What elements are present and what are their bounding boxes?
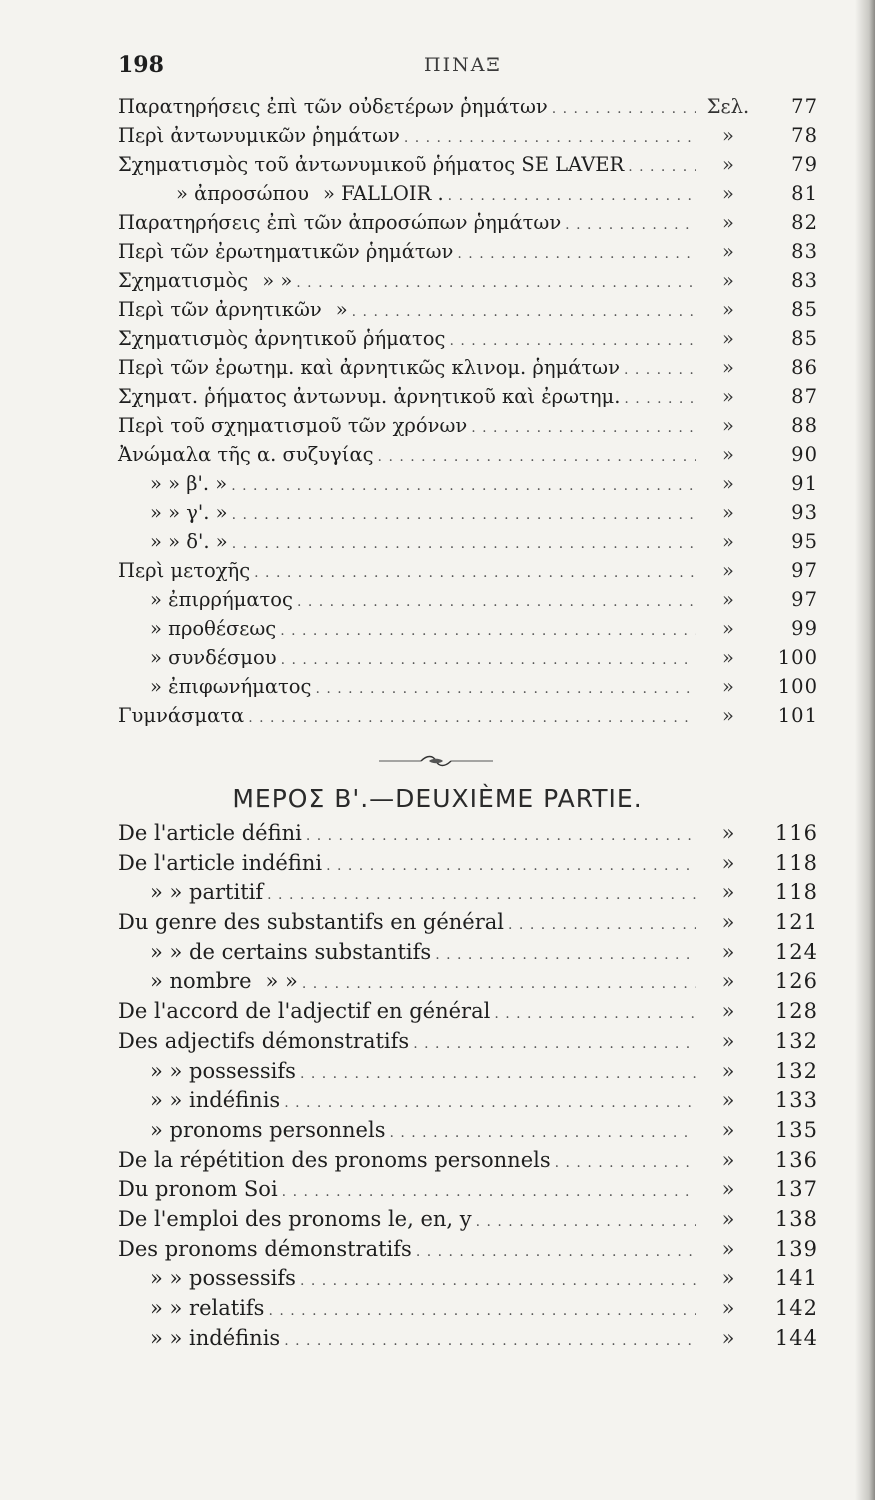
page-edge-shadow bbox=[855, 0, 875, 1500]
dot-leader bbox=[306, 828, 696, 844]
toc-part-one-entry bbox=[118, 704, 818, 733]
entry-page-number: 85 bbox=[791, 327, 818, 350]
entry-title: » pronoms personnels bbox=[150, 1117, 386, 1142]
entry-title: Du genre des substantifs en général bbox=[118, 910, 505, 935]
entry-page-mark: » bbox=[722, 617, 734, 640]
entry-page-mark: » bbox=[722, 588, 734, 611]
entry-title: » » indéfinis bbox=[150, 1325, 281, 1350]
entry-title: » ἀπροσώπου bbox=[176, 182, 309, 205]
section-divider-ornament bbox=[377, 754, 495, 768]
entry-title: De la répétition des pronoms personnels bbox=[118, 1147, 551, 1172]
dot-leader bbox=[232, 536, 696, 552]
entry-title: Γυμνάσματα bbox=[118, 704, 245, 727]
entry-title: De l'emploi des pronoms le, en, y bbox=[118, 1206, 472, 1231]
running-title: ΠΙΝΑΞ bbox=[424, 54, 502, 76]
dot-leader bbox=[448, 188, 696, 204]
entry-title: Des pronoms démonstratifs bbox=[118, 1236, 412, 1261]
entry-page-number: 132 bbox=[774, 1028, 818, 1053]
entry-page-number: 144 bbox=[774, 1325, 818, 1350]
dot-leader bbox=[296, 275, 696, 291]
entry-title: » » partitif bbox=[150, 880, 264, 905]
toc-part-one-entry bbox=[118, 472, 818, 501]
dot-leader bbox=[248, 710, 696, 726]
dot-leader bbox=[449, 333, 696, 349]
toc-part-one-entry bbox=[118, 443, 818, 472]
dot-leader bbox=[232, 507, 696, 523]
entry-page-mark: » bbox=[721, 969, 735, 994]
entry-page-mark: » bbox=[722, 501, 734, 524]
dot-leader bbox=[624, 391, 696, 407]
entry-page-number: 137 bbox=[774, 1177, 818, 1202]
page-header bbox=[118, 52, 818, 82]
toc-part-two-entry bbox=[118, 999, 818, 1029]
page-number: 198 bbox=[118, 52, 164, 78]
entry-title: Περὶ τῶν ἐρωτηματικῶν ῥημάτων bbox=[118, 240, 454, 263]
entry-ditto-marks: » » bbox=[265, 969, 298, 994]
dot-leader bbox=[378, 449, 696, 465]
toc-part-one-entry bbox=[118, 356, 818, 385]
entry-page-number: 87 bbox=[791, 385, 818, 408]
entry-page-number: 142 bbox=[774, 1296, 818, 1320]
toc-part-two-entry bbox=[118, 1088, 818, 1118]
toc-part-two-entry bbox=[118, 1207, 818, 1237]
entry-page-number: 91 bbox=[791, 472, 818, 495]
toc-part-two-entry bbox=[118, 940, 818, 970]
entry-page-mark: » bbox=[722, 298, 734, 321]
entry-title: Ἀνώμαλα τῆς α. συζυγίας bbox=[118, 443, 374, 466]
entry-page-mark: » bbox=[721, 821, 735, 845]
entry-page-mark: » bbox=[722, 356, 734, 379]
entry-page-mark: » bbox=[721, 910, 735, 935]
entry-title: » » β'. » bbox=[150, 472, 228, 495]
entry-page-mark: » bbox=[722, 443, 734, 466]
entry-page-mark: » bbox=[721, 1088, 735, 1113]
dot-leader bbox=[297, 594, 696, 610]
toc-part-two-entry bbox=[118, 1059, 818, 1089]
entry-title: Σχηματισμὸς ἀρνητικοῦ ῥήματος bbox=[118, 327, 446, 350]
toc-part-two-entry bbox=[118, 1029, 818, 1059]
entry-page-number: 85 bbox=[791, 298, 818, 321]
toc-part-one-entry bbox=[118, 153, 818, 182]
entry-page-mark: » bbox=[721, 880, 735, 905]
entry-title: » » de certains substantifs bbox=[150, 939, 432, 964]
entry-page-number: 121 bbox=[774, 910, 818, 935]
entry-title: De l'article défini bbox=[118, 821, 302, 845]
dot-leader bbox=[282, 1184, 696, 1200]
entry-page-mark: » bbox=[722, 414, 734, 437]
entry-page-mark: » bbox=[722, 472, 734, 495]
toc-part-one-entry bbox=[118, 617, 818, 646]
toc-part-one-entry bbox=[118, 95, 818, 124]
entry-title: De l'accord de l'adjectif en général bbox=[118, 999, 491, 1024]
entry-page-number: 100 bbox=[777, 675, 818, 698]
dot-leader bbox=[231, 478, 696, 494]
entry-page-mark: » bbox=[722, 153, 734, 176]
toc-part-two-entry bbox=[118, 821, 818, 851]
entry-title: » » γ'. » bbox=[150, 501, 228, 524]
section-title-part-two: ΜΕΡΟΣ Β'.—DEUXIÈME PARTIE. bbox=[232, 784, 643, 813]
entry-page-number: 83 bbox=[791, 240, 818, 263]
dot-leader bbox=[435, 947, 696, 963]
entry-title: Περὶ ἀντωνυμικῶν ῥημάτων bbox=[118, 124, 400, 147]
toc-part-one-entry bbox=[118, 269, 818, 298]
entry-page-mark: » bbox=[721, 1058, 735, 1083]
toc-part-two-entry bbox=[118, 910, 818, 940]
entry-page-mark: » bbox=[721, 1236, 735, 1261]
entry-page-number: 133 bbox=[774, 1088, 818, 1113]
dot-leader bbox=[389, 1125, 696, 1141]
entry-page-mark: » bbox=[721, 939, 735, 964]
entry-page-mark: » bbox=[722, 385, 734, 408]
entry-page-mark: » bbox=[722, 327, 734, 350]
entry-page-mark: » bbox=[722, 124, 734, 147]
entry-page-mark: » bbox=[722, 182, 734, 205]
entry-page-mark: » bbox=[721, 1177, 735, 1202]
dot-leader bbox=[300, 1066, 696, 1082]
entry-page-mark: Σελ. bbox=[706, 95, 750, 118]
entry-title: Περὶ τῶν ἐρωτημ. καὶ ἀρνητικῶς κλινομ. ῥημάτων bbox=[118, 356, 620, 379]
entry-page-number: 138 bbox=[774, 1206, 818, 1231]
dot-leader bbox=[281, 652, 696, 668]
dot-leader bbox=[457, 246, 696, 262]
dot-leader bbox=[416, 1244, 696, 1260]
entry-page-mark: » bbox=[722, 211, 734, 234]
entry-page-mark: » bbox=[722, 559, 734, 582]
toc-part-two-entry bbox=[118, 1296, 818, 1326]
entry-title: Περὶ τῶν ἀρνητικῶν bbox=[118, 298, 322, 321]
toc-part-one-entry bbox=[118, 501, 818, 530]
entry-page-mark: » bbox=[721, 1117, 735, 1142]
entry-title: » προθέσεως bbox=[150, 617, 277, 640]
dot-leader bbox=[476, 1214, 696, 1230]
entry-page-number: 118 bbox=[774, 850, 818, 875]
entry-page-number: 95 bbox=[791, 530, 818, 553]
entry-ditto-marks: » FALLOIR . bbox=[322, 182, 444, 205]
entry-page-number: 88 bbox=[791, 414, 818, 437]
dot-leader bbox=[284, 1333, 696, 1349]
toc-part-two bbox=[118, 821, 818, 1355]
dot-leader bbox=[302, 976, 696, 992]
entry-page-number: 139 bbox=[774, 1236, 818, 1261]
entry-title: » ἐπιφωνήματος bbox=[150, 675, 312, 698]
entry-page-mark: » bbox=[721, 1266, 735, 1291]
toc-part-two-entry bbox=[118, 851, 818, 881]
entry-page-number: 77 bbox=[791, 95, 818, 118]
dot-leader bbox=[326, 858, 696, 874]
entry-page-mark: » bbox=[721, 1147, 735, 1172]
entry-page-number: 118 bbox=[774, 880, 818, 905]
dot-leader bbox=[300, 1273, 696, 1289]
entry-page-number: 135 bbox=[774, 1117, 818, 1142]
toc-part-two-entry bbox=[118, 880, 818, 910]
dot-leader bbox=[413, 1036, 696, 1052]
entry-page-mark: » bbox=[722, 675, 734, 698]
entry-page-number: 124 bbox=[774, 939, 818, 964]
entry-page-mark: » bbox=[721, 999, 735, 1024]
entry-title: Des adjectifs démonstratifs bbox=[118, 1028, 410, 1053]
entry-title: » » relatifs bbox=[150, 1296, 265, 1320]
entry-page-number: 116 bbox=[774, 821, 818, 845]
entry-page-mark: » bbox=[721, 1325, 735, 1350]
dot-leader bbox=[628, 159, 696, 175]
entry-page-mark: » bbox=[722, 704, 734, 727]
entry-page-number: 101 bbox=[777, 704, 818, 727]
toc-part-two-entry bbox=[118, 1326, 818, 1356]
entry-page-mark: » bbox=[722, 269, 734, 292]
entry-page-number: 99 bbox=[791, 617, 818, 640]
entry-page-mark: » bbox=[722, 240, 734, 263]
dot-leader bbox=[494, 1006, 696, 1022]
dot-leader bbox=[267, 887, 696, 903]
dot-leader bbox=[268, 1303, 696, 1319]
dot-leader bbox=[624, 362, 696, 378]
entry-page-number: 81 bbox=[791, 182, 818, 205]
entry-title: » συνδέσμου bbox=[150, 646, 277, 669]
entry-page-mark: » bbox=[721, 1206, 735, 1231]
toc-part-one-entry bbox=[118, 327, 818, 356]
entry-page-number: 126 bbox=[774, 969, 818, 994]
toc-part-one bbox=[118, 95, 818, 733]
toc-part-one-entry bbox=[118, 124, 818, 153]
toc-part-one-entry bbox=[118, 646, 818, 675]
entry-page-number: 141 bbox=[774, 1266, 818, 1291]
toc-part-one-entry bbox=[118, 240, 818, 269]
entry-page-number: 100 bbox=[777, 646, 818, 669]
entry-title: » » possessifs bbox=[150, 1266, 296, 1291]
toc-part-one-entry bbox=[118, 559, 818, 588]
entry-title: » » δ'. » bbox=[150, 530, 228, 553]
entry-title: Παρατηρήσεις ἐπὶ τῶν οὐδετέρων ῥημάτων bbox=[118, 95, 548, 118]
entry-title: » nombre bbox=[150, 969, 252, 994]
entry-title: » » possessifs bbox=[150, 1058, 296, 1083]
entry-page-number: 93 bbox=[791, 501, 818, 524]
entry-page-number: 82 bbox=[791, 211, 818, 234]
toc-part-one-entry bbox=[118, 675, 818, 704]
entry-title: Σχηματ. ῥήματος ἀντωνυμ. ἀρνητικοῦ καὶ ἐρωτημ. bbox=[118, 385, 621, 408]
toc-part-two-entry bbox=[118, 1266, 818, 1296]
toc-part-two-entry bbox=[118, 1177, 818, 1207]
toc-part-one-entry bbox=[118, 588, 818, 617]
entry-page-number: 79 bbox=[791, 153, 818, 176]
dot-leader bbox=[352, 304, 696, 320]
toc-part-two-entry bbox=[118, 969, 818, 999]
entry-page-number: 97 bbox=[791, 588, 818, 611]
dot-leader bbox=[555, 1155, 696, 1171]
toc-part-two-entry bbox=[118, 1118, 818, 1148]
toc-part-one-entry bbox=[118, 385, 818, 414]
toc-part-one-entry bbox=[118, 182, 818, 211]
toc-part-one-entry bbox=[118, 414, 818, 443]
dot-leader bbox=[404, 130, 696, 146]
entry-title: » ἐπιρρήματος bbox=[150, 588, 293, 611]
entry-page-number: 86 bbox=[791, 356, 818, 379]
toc-part-one-entry bbox=[118, 530, 818, 559]
toc-part-one-entry bbox=[118, 298, 818, 327]
entry-page-mark: » bbox=[722, 530, 734, 553]
toc-part-two-entry bbox=[118, 1237, 818, 1267]
entry-page-mark: » bbox=[721, 1296, 735, 1320]
toc-part-two-entry bbox=[118, 1148, 818, 1178]
dot-leader bbox=[254, 565, 696, 581]
entry-page-number: 97 bbox=[791, 559, 818, 582]
entry-ditto-marks: » » bbox=[262, 269, 293, 292]
entry-page-number: 78 bbox=[791, 124, 818, 147]
entry-page-mark: » bbox=[721, 1028, 735, 1053]
dot-leader bbox=[471, 420, 696, 436]
entry-page-number: 132 bbox=[774, 1058, 818, 1083]
entry-page-mark: » bbox=[722, 646, 734, 669]
entry-page-number: 83 bbox=[791, 269, 818, 292]
entry-page-number: 90 bbox=[791, 443, 818, 466]
dot-leader bbox=[508, 917, 696, 933]
entry-title: Σχηματισμὸς τοῦ ἀντωνυμικοῦ ῥήματος SE LAVER bbox=[118, 153, 625, 176]
entry-title: Παρατηρήσεις ἐπὶ τῶν ἀπροσώπων ῥημάτων bbox=[118, 211, 562, 234]
entry-page-mark: » bbox=[721, 850, 735, 875]
toc-part-one-entry bbox=[118, 211, 818, 240]
dot-leader bbox=[565, 217, 696, 233]
entry-page-number: 136 bbox=[774, 1147, 818, 1172]
entry-ditto-marks: » bbox=[335, 298, 348, 321]
dot-leader bbox=[284, 1095, 696, 1111]
dot-leader bbox=[280, 623, 696, 639]
entry-title: Περὶ τοῦ σχηματισμοῦ τῶν χρόνων bbox=[118, 414, 468, 437]
entry-title: Σχηματισμὸς bbox=[118, 269, 249, 292]
entry-title: » » indéfinis bbox=[150, 1088, 281, 1113]
entry-title: De l'article indéfini bbox=[118, 850, 323, 875]
entry-title: Περὶ μετοχῆς bbox=[118, 559, 251, 582]
entry-title: Du pronom Soi bbox=[118, 1177, 278, 1202]
dot-leader bbox=[552, 101, 696, 117]
dot-leader bbox=[315, 681, 696, 697]
entry-page-number: 128 bbox=[774, 999, 818, 1024]
